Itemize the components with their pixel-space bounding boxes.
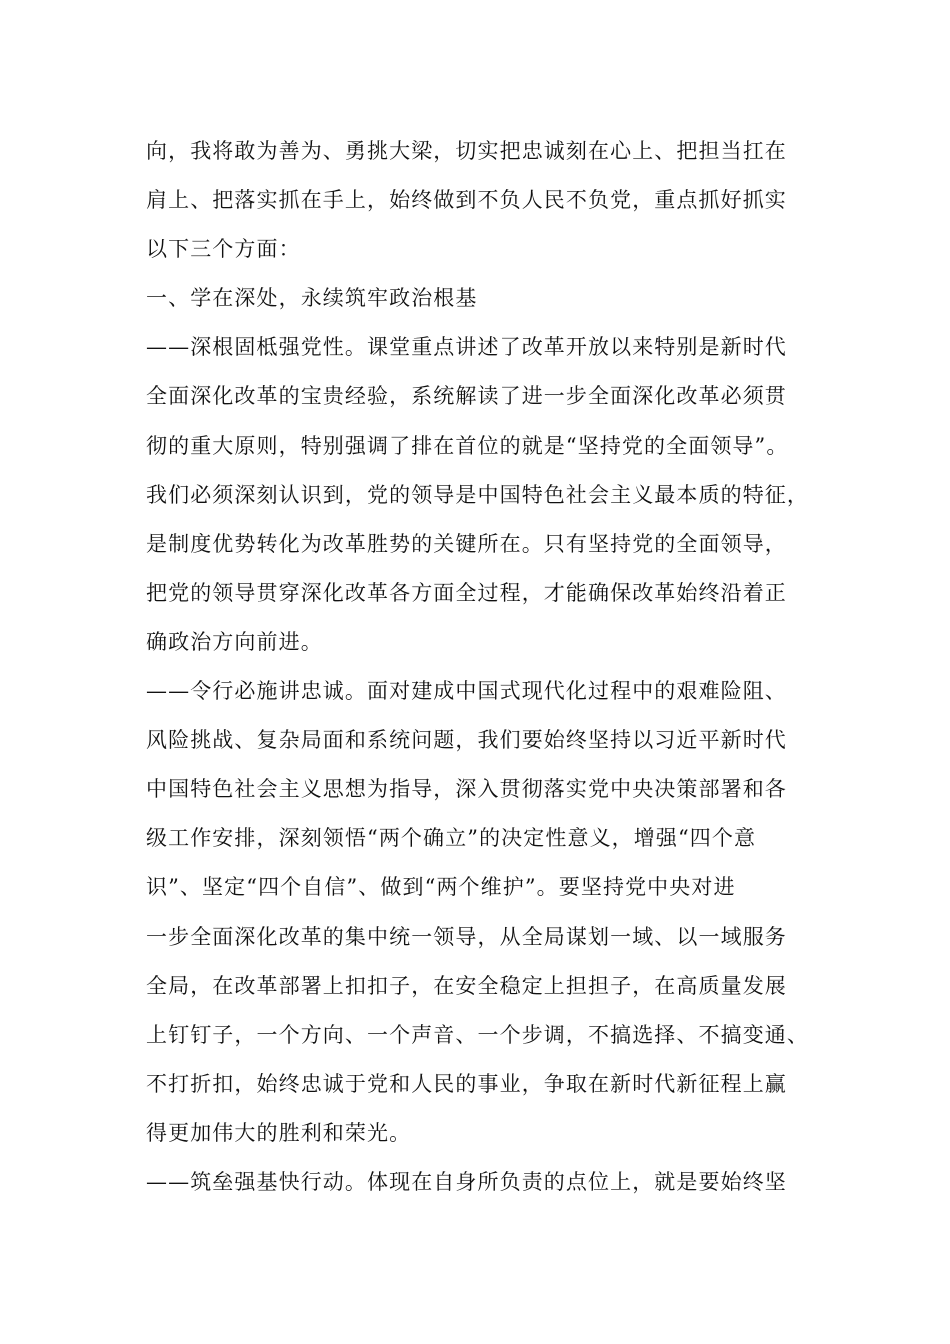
text-line: 级工作安排，深刻领悟“两个确立”的决定性意义，增强“四个意: [146, 826, 757, 851]
document-body: [146, 133, 846, 1213]
text-line: 是制度优势转化为改革胜势的关键所在。只有坚持党的全面领导，: [146, 531, 787, 556]
text-line: 全面深化改革的宝贵经验，系统解读了进一步全面深化改革必须贯: [146, 384, 787, 409]
text-line: 不打折扣，始终忠诚于党和人民的事业，争取在新时代新征程上赢: [146, 1071, 787, 1096]
text-line: 上钉钉子，一个方向、一个声音、一个步调，不搞选择、不搞变通、: [146, 1022, 809, 1047]
text-line: 全局，在改革部署上扣扣子，在安全稳定上担担子，在高质量发展: [146, 973, 787, 998]
text-line: 彻的重大原则，特别强调了排在首位的就是“坚持党的全面领导”。: [146, 433, 789, 458]
text-line: 一步全面深化改革的集中统一领导，从全局谋划一域、以一域服务: [146, 924, 787, 949]
text-line: 向，我将敢为善为、勇挑大梁，切实把忠诚刻在心上、把担当扛在: [146, 139, 787, 163]
text-line: 以下三个方面：: [146, 237, 301, 262]
text-line: 识”、坚定“四个自信”、做到“两个维护”。要坚持党中央对进: [146, 875, 736, 900]
section-heading: 一、学在深处，永续筑牢政治根基: [146, 286, 478, 311]
text-line: ——令行必施讲忠诚。面对建成中国式现代化过程中的艰难险阻、: [146, 679, 787, 704]
text-line: 中国特色社会主义思想为指导，深入贯彻落实党中央决策部署和各: [146, 777, 787, 802]
text-line: 确政治方向前进。: [146, 629, 323, 654]
text-line: 风险挑战、复杂局面和系统问题，我们要始终坚持以习近平新时代: [146, 728, 787, 753]
text-line: 得更加伟大的胜利和荣光。: [146, 1120, 412, 1145]
text-line: ——筑垒强基快行动。体现在自身所负责的点位上，就是要始终坚: [146, 1169, 787, 1194]
text-line: 把党的领导贯穿深化改革各方面全过程，才能确保改革始终沿着正: [146, 580, 787, 605]
text-line: 我们必须深刻认识到，党的领导是中国特色社会主义最本质的特征，: [146, 482, 809, 507]
text-line: 肩上、把落实抓在手上，始终做到不负人民不负党，重点抓好抓实: [146, 188, 787, 213]
text-line: ——深根固柢强党性。课堂重点讲述了改革开放以来特别是新时代: [146, 335, 787, 360]
